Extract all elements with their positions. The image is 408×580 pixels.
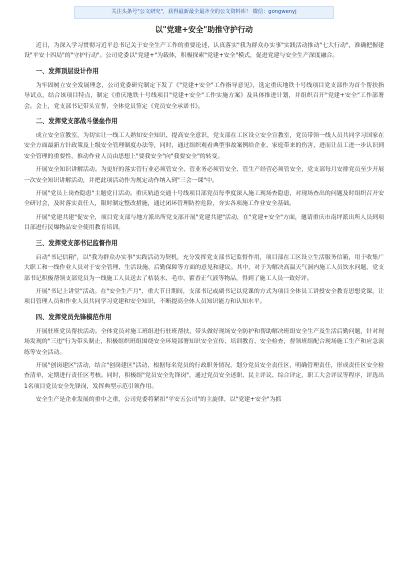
paragraph: 近日，为深入学习贯彻习近平总书记关于安全生产工作的重要论述，认真落实"我为群众办实事"实践活动推动"七大行动"，准确把握建设"平安十四局"的"守护行动"。公司党委以"党建+"为载体，积极探索"党建+安全"模式，促进党建与安全生产深度融合。	[24, 43, 384, 60]
section-heading: 三、发挥党支部书记监督作用	[35, 239, 118, 247]
paragraph: 开展"书记上讲堂"活动。在"安全生产月"，重大节日期间，支部书记或副书记以党课的方式为项目全体员工讲授安全教育思想党课，让项目管理人员和作业人员共同学习党建和安全知识，不断提高全体人员知识能力和认知水平。	[24, 288, 384, 306]
section-heading: 一、发挥顶层设计作用	[35, 67, 99, 75]
paragraph: 开展安全知识讲解活动。为更好的落实管行业必须管安全、管业务必须管安全、管生产经营必须管安全，党支部每月安排党员至少开展一次安全知识讲解活动，并把此项活动作为规定动作纳入到"三会一课"中。	[24, 167, 384, 184]
section-heading: 二、发挥党支部战斗堡垒作用	[35, 118, 118, 126]
paragraph: 开展"党员上岗查隐患"主题党日活动。重庆轨道交通十号线项目部党员每季度深入施工现场查隐患，对现场查出的问题及时组织召开安全研讨会，及时落实责任人，限时制定整改措施，通过闭环管理防控危险，夯实各项施工作业安全基础。	[24, 191, 384, 208]
paragraph: 为牢固树立安全发展理念，公司党委研究制定下发了《"党建+安全"工作指导意见》，选定重庆地铁十号线项目党支部作为首个帮扶指导试点，结合该项目特点，制定《重庆地铁十号线项目"党建+安全"工作实施方案》及具体推进计划，并组织召开"党建+安全"工作部署会。会上，党支部书记带头宣誓，全体党员签定《党员安全承诺书》。	[24, 82, 384, 110]
paragraph: 开展"党建共建"促安全，项目党支部与地方派出所党支部开展"党建共建"活动，在"党建+安全"方面，邀请重庆市南坪派出所人员到项目部进行民爆物品安全使用教育培训。	[24, 214, 384, 232]
source-banner: 关注头条号"公文研究"，获得最新最全最齐全的公文资料库！ 微信：gongwenyj	[74, 6, 334, 19]
paragraph: 开展"创岗建区"活动，结合"创岗建区"活动，根据每名党员的行政职务情况，划分党员安全责任区，明确管理责任，形成责任区安全检查清单，定期进行责任区考核。同时，积极组"党员安全先锋岗"，通过党员安全述职、民主评议、综合评定，职工大会评议等程序，评选出1名项目党员安全先锋岗，发挥典型示范引领作用。	[24, 362, 384, 390]
paragraph: 成立安全宣教室，为切实让一线工人熟知安全知识、提高安全意识，党支部在工区设立安全宣教室，党员带领一线人员共同学习国家在安全方面最新方针政策及上级安全管理制度办法等，同时，通过组织观看典型事故案例给企业、家庭带来的伤害，进而让员工进一步认识到安全管理的重要性，推动作业人员由思想上"要我安全"向"我要安全"的转变。	[24, 133, 384, 160]
paragraph: 安全生产是企业发展的重中之重，公司党委将紧扣"平安五公司"的主旋律，以"党建+安全"为抓	[35, 397, 282, 404]
paragraph: 启动"书记信箱"，以"我为群众办实事"实践活动为契机，充分发挥党支部书记监督作用，项目部在工区设立生活服务信箱，用于收集广大职工和一线作业人员对于安全管理、生活设施、后勤保障等方面的意见和建议。其中，对于为解决高温天气洞内施工人员饮水问题，党支部书记积极帮领支部党员为一线施工人员送去了桔装水、毛巾、藿香正气液等物品，得到了施工人员一致好评。	[24, 254, 384, 282]
paragraph: 开展驻班党员帮扶活动。全体党员对施工班组进行驻班帮扶，带头做好现场安全防护和帮助解决班组安全生产及生活后勤问题，针对现场发现的"三违"行为带头制止，积极组织班组围绕安全环境部署知识安全宣传、培训教育、安全检查，督领班组配合现场施工生产和应急演练等安全活动。	[24, 328, 384, 356]
page-title: 以"党建+安全"助推守护行动	[155, 25, 253, 34]
section-heading: 四、发挥党员先锋模范作用	[35, 313, 112, 321]
document-body	[24, 41, 384, 406]
